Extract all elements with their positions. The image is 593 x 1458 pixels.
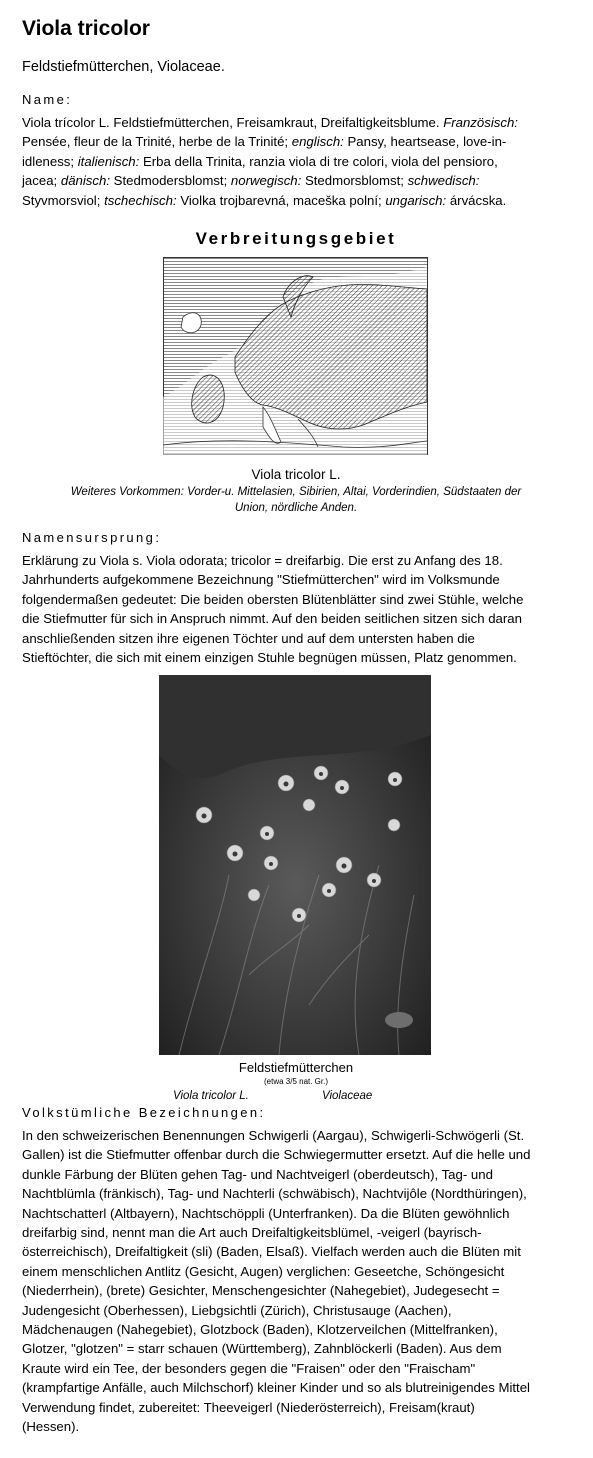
photo-latin-name: Viola tricolor L.: [173, 1090, 249, 1102]
name-paragraph: [22, 113, 570, 210]
map-title: Verbreitungsgebiet: [195, 229, 397, 248]
paragraph-line: einem menschlichen Antlitz (Gesicht, Augen) verglichen: Geseetche, Schöngesicht: [22, 1263, 505, 1279]
paragraph-line: In den schweizerischen Benennungen Schwigerli (Aargau), Schwigerli-Schwögerli (St.: [22, 1128, 525, 1143]
text-segment: Stedmorsblomst;: [301, 173, 408, 189]
paragraph-line: (Hessen).: [22, 1419, 80, 1435]
paragraph-line: die Stiefmutter für sich in Anspruch nimmt. Auf den beiden seitlichen sitzen sich daran: [22, 611, 522, 627]
text-segment: idleness;: [22, 153, 78, 169]
origin-heading: Namensursprung:: [22, 530, 162, 545]
paragraph-line: [22, 132, 570, 151]
paragraph-line: dunkle Färbung der Blüten gehen Tag- und Nachtveigerl (oberdeutsch), Tag- und: [22, 1166, 493, 1182]
paragraph-line: Erklärung zu Viola s. Viola odorata; tricolor = dreifarbig. Die erst zu Anfang des 18.: [22, 553, 503, 568]
paragraph-line: Stieftöchter, die sich mit einem einzigen Stuhle begnügen müssen, Platz genommen.: [22, 650, 517, 666]
language-label: Französisch:: [443, 115, 518, 130]
language-label: norwegisch:: [230, 173, 302, 189]
paragraph-line: Judengesicht (Oberhessen), Liebgsichtli (Zürich), Christusauge (Aachen),: [22, 1302, 452, 1318]
paragraph-line: Gallen) ist die Stiefmutter offenbar durch die Schwiegermutter ersetzt. Auf die helle und: [22, 1147, 531, 1163]
paragraph-line: Kraute wird ein Tee, der besonders gegen die "Fraisen" oder den "Fraischam": [22, 1360, 476, 1376]
text-segment: árvácska.: [446, 192, 507, 208]
paragraph-line: österreichisch), Dreifaltigkeit (sli) (Baden, Elsaß). Vielfach werden auch die Blüten mit: [22, 1244, 521, 1260]
map-note-line: Weiteres Vorkommen: Vorder-u. Mittelasien, Sibirien, Altai, Vorderindien, Südstaaten der: [70, 486, 522, 498]
text-segment: jacea;: [22, 173, 61, 189]
paragraph-line: dreifarbig sind, nennt man die Art auch Dreifaltigkeitsblümel, -veigerl (bayrisch-: [22, 1225, 482, 1241]
paragraph-line: [22, 113, 570, 132]
paragraph-line: Jahrhunderts aufgekommene Bezeichnung "Stiefmütterchen" wird im Volksmunde: [22, 572, 500, 588]
pansy-photo: [159, 675, 431, 1055]
text-segment: Violka trojbarevná, maceška polní;: [176, 192, 386, 208]
text-segment: Pensée, fleur de la Trinité, herbe de la Trinité;: [22, 134, 292, 150]
paragraph-line: anschließenden sitzen ihre eigenen Töchter und auf dem untersten haben die: [22, 630, 475, 646]
map-note: [22, 484, 570, 516]
paragraph-line: [22, 191, 570, 210]
distribution-map: [163, 257, 428, 455]
photo-caption: Feldstiefmütterchen: [238, 1060, 354, 1075]
map-note-line: Union, nördliche Anden.: [234, 502, 358, 514]
map-caption: Viola tricolor L.: [251, 467, 341, 482]
photo-family-name: Violaceae: [322, 1090, 373, 1102]
language-label: schwedisch:: [407, 173, 480, 189]
language-label: italienisch:: [77, 153, 140, 169]
paragraph-line: Glotzer, "glotzen" = starr schauen (Württemberg), Zahnblöckerli (Baden). Aus dem: [22, 1341, 502, 1357]
text-segment: Styvmorsviol;: [22, 192, 105, 208]
paragraph-line: (Niederrhein), (brete) Gesichter, Menschengesichter (Nahegebiet), Judegesecht =: [22, 1283, 500, 1299]
text-segment: Stedmodersblomst;: [109, 173, 231, 189]
paragraph-line: Nachtschatterl (Altbayern), Nachtschöppli (Unterfranken). Da die Blüten gewöhnlich: [22, 1205, 510, 1221]
folk-names-heading: Volkstümliche Bezeichnungen:: [22, 1105, 266, 1120]
language-label: dänisch:: [60, 173, 110, 189]
paragraph-line: [22, 171, 570, 190]
text-segment: Pansy, heartsease, love-in-: [343, 134, 507, 150]
paragraph-line: Mädchenaugen (Nahegebiet), Glotzbock (Baden), Klotzerveilchen (Mittelfranken),: [22, 1322, 498, 1338]
paragraph-line: Verwendung findet, zubereitet: Theeveigerl (Niederösterreich), Freisam(kraut): [22, 1399, 475, 1415]
page-title: Viola tricolor: [22, 17, 150, 40]
text-segment: Erba della Trinita, ranzia viola di tre colori, viola del pensioro,: [139, 153, 498, 169]
name-heading: Name:: [22, 92, 73, 107]
language-label: englisch:: [291, 134, 344, 150]
paragraph-line: Nachtblümla (fränkisch), Tag- und Nachterli (schwäbisch), Nachtvijôle (Nordthüringen),: [22, 1186, 527, 1202]
text-segment: Viola trícolor L. Feldstiefmütterchen, Freisamkraut, Dreifaltigkeitsblume.: [22, 115, 444, 130]
paragraph-line: [22, 152, 570, 171]
language-label: ungarisch:: [385, 192, 447, 208]
folk-names-paragraph: [22, 1126, 570, 1437]
language-label: tschechisch:: [104, 192, 177, 208]
paragraph-line: folgendermaßen gedeutet: Die beiden obersten Blütenblätter sind zwei Stühle, welche: [22, 591, 524, 607]
photo-scale-note: (etwa 3/5 nat. Gr.): [263, 1077, 329, 1086]
origin-paragraph: [22, 551, 570, 667]
page-subtitle: Feldstiefmütterchen, Violaceae.: [22, 59, 225, 75]
paragraph-line: (krampfartige Anfälle, auch Milchschorf) kleiner Kinder und so als blutreinigendes Mittel: [22, 1380, 530, 1396]
